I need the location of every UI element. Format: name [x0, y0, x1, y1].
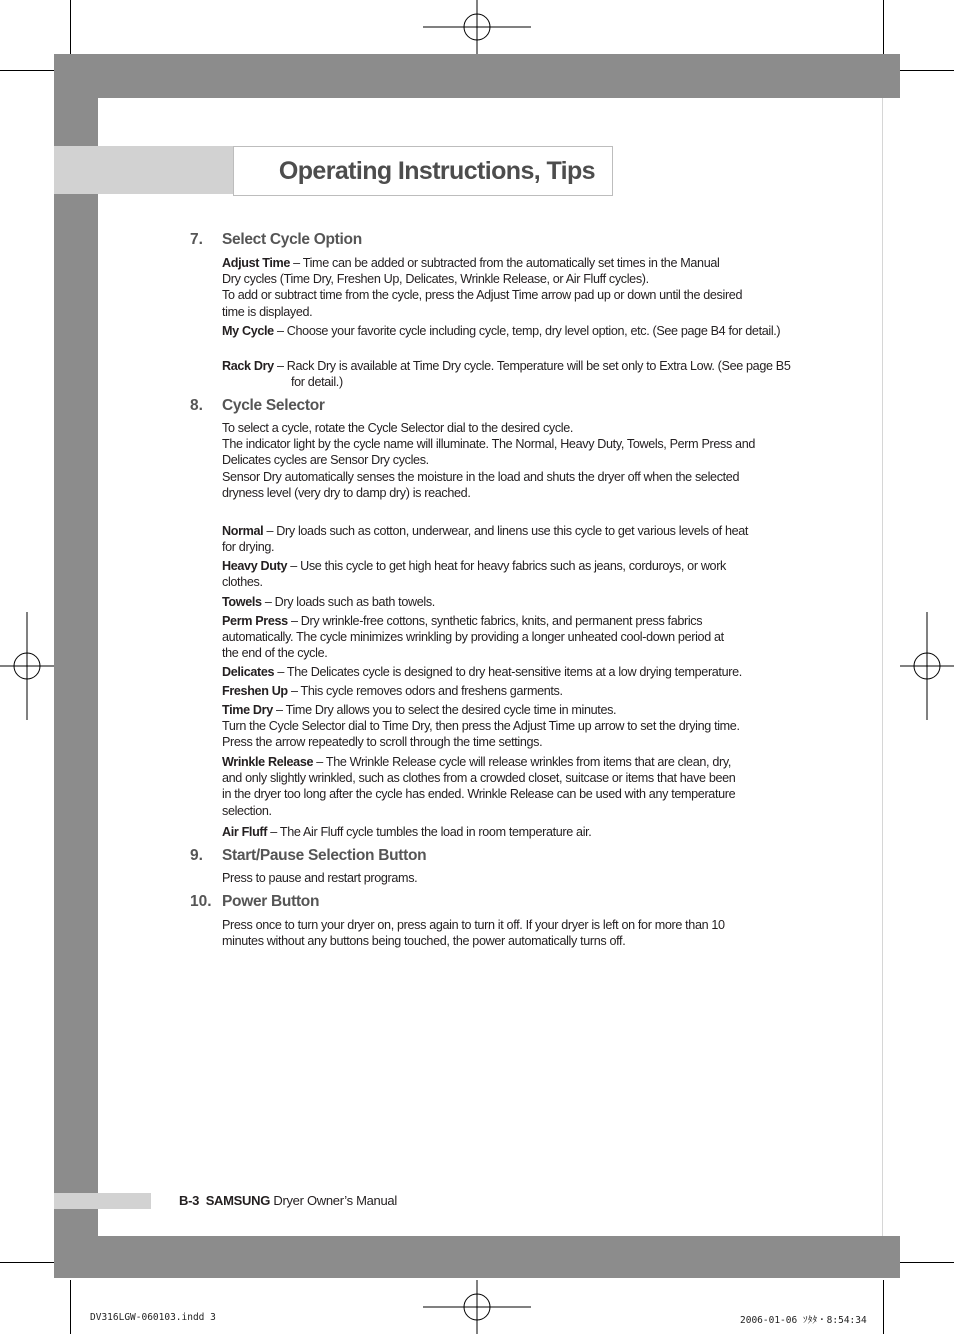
slug-timestamp: 2006-01-06 ｿﾀﾀ・8:54:34: [740, 1315, 867, 1326]
intro-line: To select a cycle, rotate the Cycle Selector dial to the desired cycle.: [222, 421, 574, 435]
cycle-heavy-duty: [222, 558, 820, 590]
cycle-text: – The Delicates cycle is designed to dry heat-sensitive items at a low drying temperature.: [277, 665, 742, 679]
section-title: Start/Pause Selection Button: [222, 847, 427, 864]
option-text: – Rack Dry is available at Time Dry cycle. Temperature will be set only to Extra Low. (See page B5 for detail.): [276, 359, 791, 390]
option-text: – Choose your favorite cycle including cycle, temp, dry level option, etc. (See page B4 for detail.): [276, 324, 781, 338]
footer-accent-bar: [54, 1193, 151, 1209]
body-line: minutes without any buttons being touched, the power automatically turns off.: [222, 934, 626, 949]
slug-filename: DV316LGW-060103.indd 3: [90, 1312, 216, 1323]
cycle-selector-intro: [222, 420, 820, 501]
cycle-term: Freshen Up: [222, 684, 288, 698]
cycle-term: Air Fluff: [222, 825, 268, 839]
cycle-text: in the dryer too long after the cycle has ended. Wrinkle Release can be used with any temperature: [222, 787, 736, 802]
cycle-normal: [222, 523, 820, 555]
section-number: 10.: [190, 893, 212, 910]
option-text: – Time can be added or subtracted from the automatically set times in the Manual: [293, 256, 720, 270]
cycle-text: Turn the Cycle Selector dial to Time Dry, then press the Adjust Time up arrow to set the drying time.: [222, 719, 740, 734]
option-rack-dry: [222, 358, 802, 390]
intro-line: Sensor Dry automatically senses the moisture in the load and shuts the dryer off when the selected: [222, 469, 740, 484]
cycle-delicates: [222, 664, 820, 680]
page-footer: [179, 1193, 397, 1209]
section-number: 7.: [190, 231, 203, 248]
cycle-term: Normal: [222, 524, 264, 538]
cycle-wrinkle-release: [222, 754, 820, 819]
cycle-text: – This cycle removes odors and freshens garments.: [290, 684, 563, 698]
section-title: Power Button: [222, 893, 320, 910]
cycle-term: Towels: [222, 595, 262, 609]
option-adjust-time: [222, 255, 820, 320]
cycle-term: Time Dry: [222, 703, 273, 717]
cycle-freshen-up: [222, 683, 820, 699]
intro-line: dryness level (very dry to damp dry) is reached.: [222, 485, 471, 500]
cycle-text: – The Wrinkle Release cycle will release wrinkles from items that are clean, dry,: [316, 755, 731, 769]
cycle-text: – Time Dry allows you to select the desired cycle time in minutes.: [276, 703, 617, 717]
start-pause-description: [222, 870, 820, 886]
cycle-text: and only slightly wrinkled, such as clothes from a crowded closet, suitcase or items that have been: [222, 771, 736, 786]
cycle-text: for drying.: [222, 540, 275, 555]
section-title: Select Cycle Option: [222, 231, 362, 248]
cycle-text: the end of the cycle.: [222, 646, 328, 661]
brand-name: SAMSUNG: [205, 1193, 271, 1208]
page-number: B-3: [179, 1193, 200, 1208]
cycle-text: automatically. The cycle minimizes wrinkling by providing a longer unheated cool-down period at: [222, 630, 724, 645]
intro-line: Delicates cycles are Sensor Dry cycles.: [222, 453, 429, 468]
option-text: Dry cycles (Time Dry, Freshen Up, Delicates, Wrinkle Release, or Air Fluff cycles).: [222, 272, 649, 287]
cycle-text: selection.: [222, 803, 272, 818]
cycle-air-fluff: [222, 824, 820, 840]
option-my-cycle: [222, 323, 806, 339]
cycle-term: Delicates: [222, 665, 275, 679]
cycle-text: – The Air Fluff cycle tumbles the load in room temperature air.: [270, 825, 592, 839]
section-title: Cycle Selector: [222, 397, 325, 414]
cycle-text: – Dry loads such as bath towels.: [264, 595, 435, 609]
cycle-perm-press: [222, 613, 820, 662]
section-number: 8.: [190, 397, 203, 414]
option-text: time is displayed.: [222, 304, 313, 319]
cycle-text: – Use this cycle to get high heat for heavy fabrics such as jeans, corduroys, or work: [290, 559, 727, 573]
cycle-towels: [222, 594, 820, 610]
body-line: Press once to turn your dryer on, press again to turn it off. If your dryer is left on for more than 10: [222, 918, 725, 932]
registration-target-right: [900, 612, 954, 720]
cycle-term: Perm Press: [222, 614, 288, 628]
registration-target-left: [0, 612, 54, 720]
body-line: Press to pause and restart programs.: [222, 871, 418, 885]
option-term: My Cycle: [222, 324, 274, 338]
cycle-term: Heavy Duty: [222, 559, 288, 573]
section-number: 9.: [190, 847, 203, 864]
cycle-term: Wrinkle Release: [222, 755, 314, 769]
intro-line: The indicator light by the cycle name will illuminate. The Normal, Heavy Duty, Towels, Perm Press and: [222, 437, 755, 452]
manual-title: Dryer Owner’s Manual: [273, 1193, 397, 1208]
cycle-time-dry: [222, 702, 820, 751]
option-text: To add or subtract time from the cycle, press the Adjust Time arrow pad up or down until the desired: [222, 288, 743, 303]
option-term: Rack Dry: [222, 359, 274, 373]
option-term: Adjust Time: [222, 256, 290, 270]
cycle-text: Press the arrow repeatedly to scroll through the time settings.: [222, 735, 543, 750]
page-title: Operating Instructions, Tips: [278, 157, 595, 185]
cycle-text: – Dry loads such as cotton, underwear, and linens use this cycle to get various levels of heat: [266, 524, 749, 538]
power-button-description: [222, 917, 820, 949]
cycle-text: – Dry wrinkle-free cottons, synthetic fabrics, knits, and permanent press fabrics: [290, 614, 703, 628]
registration-target-top: [423, 0, 531, 54]
registration-target-bottom: [423, 1280, 531, 1334]
cycle-text: clothes.: [222, 575, 263, 590]
